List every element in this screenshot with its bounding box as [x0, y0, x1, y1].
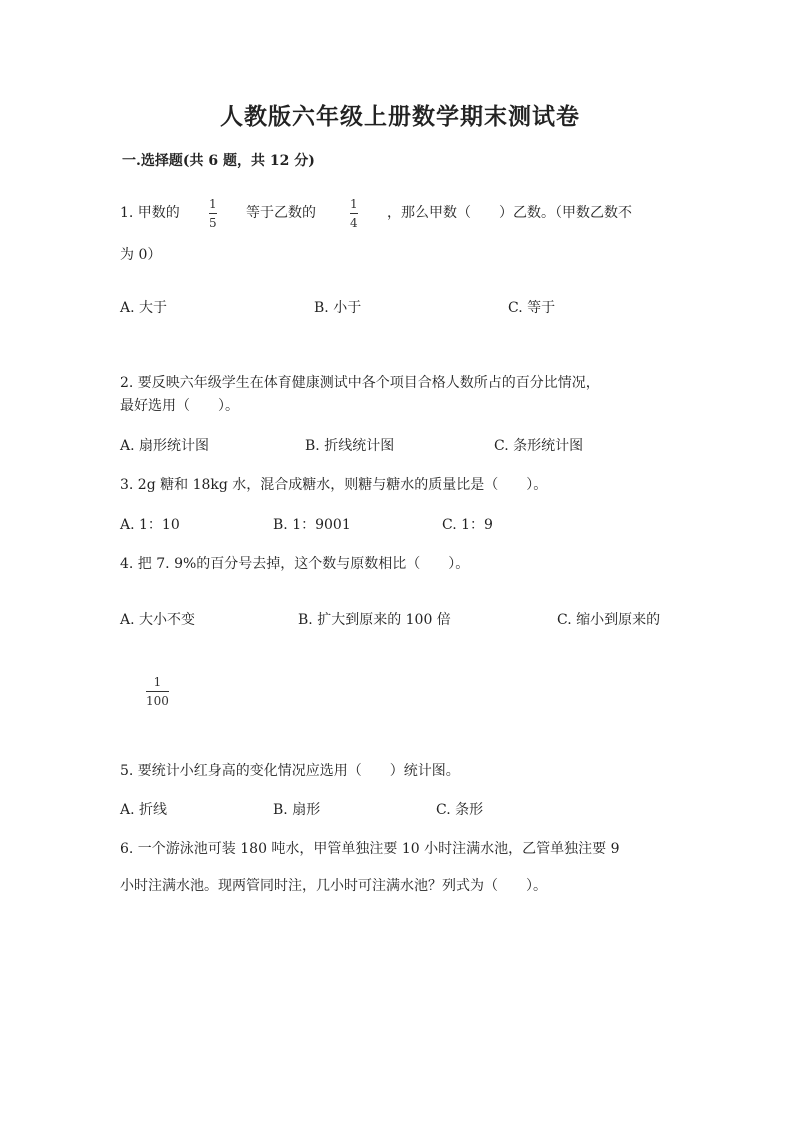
q4-option-c: C. 缩小到原来的: [557, 612, 661, 628]
q3-option-c: C. 1：9: [442, 517, 493, 533]
fraction-bar: [146, 691, 169, 692]
q2-option-b: B. 折线统计图: [305, 438, 395, 454]
q4-fraction: [146, 676, 169, 707]
q1-fraction-1: [209, 198, 217, 229]
q4-option-a: A. 大小不变: [120, 612, 196, 628]
q4-fraction-denominator: 100: [146, 694, 169, 708]
q1-option-b: B. 小于: [314, 300, 362, 316]
q6-line1: 6. 一个游泳池可装 180 吨水，甲管单独注要 10 小时注满水池，乙管单独注要 9: [120, 841, 620, 857]
q1-fraction-2-denominator: 4: [350, 216, 358, 230]
q5-line1: 5. 要统计小红身高的变化情况应选用（ ）统计图。: [120, 763, 460, 779]
q1-fraction-2-numerator: 1: [350, 197, 358, 211]
q1-option-a: A. 大于: [120, 300, 168, 316]
q3-line1: 3. 2g 糖和 18kg 水，混合成糖水，则糖与糖水的质量比是（ ）。: [120, 477, 548, 493]
q1-line2: 为 0）: [120, 247, 162, 263]
q2-line2: 最好选用（ ）。: [120, 398, 239, 414]
page-title: 人教版六年级上册数学期末测试卷: [220, 103, 580, 130]
q5-option-b: B. 扇形: [273, 802, 321, 818]
section-heading: 一.选择题(共 6 题，共 12 分): [122, 153, 315, 169]
q4-line1: 4. 把 7. 9%的百分号去掉，这个数与原数相比（ ）。: [120, 556, 470, 572]
fraction-bar: [209, 213, 217, 214]
q1-suffix: ，那么甲数（ ）乙数。（甲数乙数不: [387, 205, 632, 221]
q1-fraction-1-numerator: 1: [209, 197, 217, 211]
q2-option-a: A. 扇形统计图: [120, 438, 210, 454]
q1-middle: 等于乙数的: [246, 205, 316, 221]
q1-prefix: 1. 甲数的: [120, 205, 180, 221]
q2-option-c: C. 条形统计图: [494, 438, 584, 454]
q3-option-a: A. 1：10: [120, 517, 180, 533]
q2-line1: 2. 要反映六年级学生在体育健康测试中各个项目合格人数所占的百分比情况，: [120, 375, 600, 391]
q6-line2: 小时注满水池。现两管同时注，几小时可注满水池？列式为（ ）。: [120, 878, 547, 894]
q1-option-c: C. 等于: [508, 300, 556, 316]
q4-option-b: B. 扩大到原来的 100 倍: [298, 612, 451, 628]
q1-fraction-1-denominator: 5: [209, 216, 217, 230]
q5-option-a: A. 折线: [120, 802, 168, 818]
fraction-bar: [350, 213, 358, 214]
q4-fraction-numerator: 1: [153, 675, 162, 689]
q3-option-b: B. 1：9001: [273, 517, 351, 533]
q5-option-c: C. 条形: [436, 802, 484, 818]
q1-fraction-2: [350, 198, 358, 229]
